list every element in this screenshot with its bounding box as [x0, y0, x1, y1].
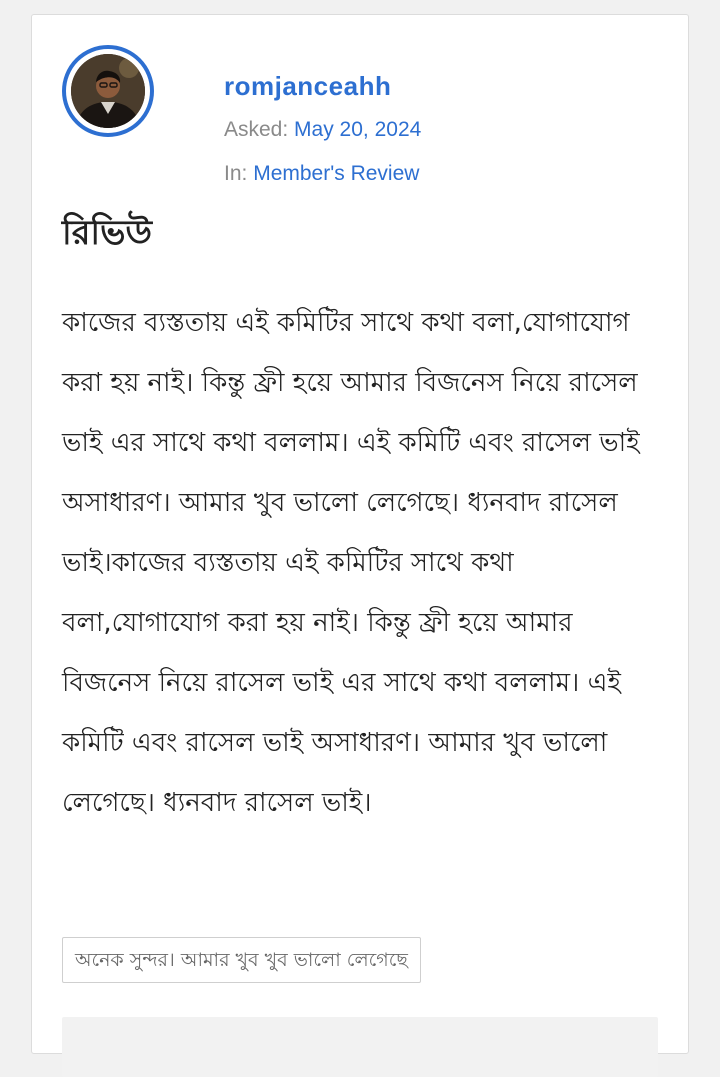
author-username-link[interactable]: romjanceahh [224, 71, 392, 101]
avatar-photo [71, 54, 145, 128]
category-meta [224, 162, 419, 186]
answer-area[interactable] [62, 1017, 658, 1077]
asked-label: Asked: [224, 118, 289, 141]
question-card [31, 14, 689, 1054]
question-body: কাজের ব্যস্ততায় এই কমিটির সাথে কথা বলা,যোগাযোগ করা হয় নাই। কিন্তু ফ্রী হয়ে আমার বিজনেস নিয়ে রাসেল ভাই এর সাথে কথা বললাম। এই কমিটি এবং রাসেল ভাই অসাধারণ। আমার খুব ভালো লেগেছে। ধ্যনবাদ রাসেল ভাই।কাজের ব্যস্ততায় এই কমিটির সাথে কথা বলা,যোগাযোগ করা হয় নাই। কিন্তু ফ্রী হয়ে আমার বিজনেস নিয়ে রাসেল ভাই এর সাথে কথা বললাম। এই কমিটি এবং রাসেল ভাই অসাধারণ। আমার খুব ভালো লেগেছে। ধ্যনবাদ রাসেল ভাই। [62, 308, 640, 818]
asked-meta [224, 118, 421, 142]
question-tag[interactable]: অনেক সুন্দর। আমার খুব খুব ভালো লেগেছে [62, 937, 421, 983]
user-photo-icon [71, 54, 145, 128]
avatar[interactable] [62, 45, 154, 137]
question-title: রিভিউ [62, 213, 152, 253]
category-label: In: [224, 162, 248, 185]
asked-date-link[interactable]: May 20, 2024 [294, 118, 422, 141]
category-link[interactable]: Member's Review [253, 162, 420, 185]
